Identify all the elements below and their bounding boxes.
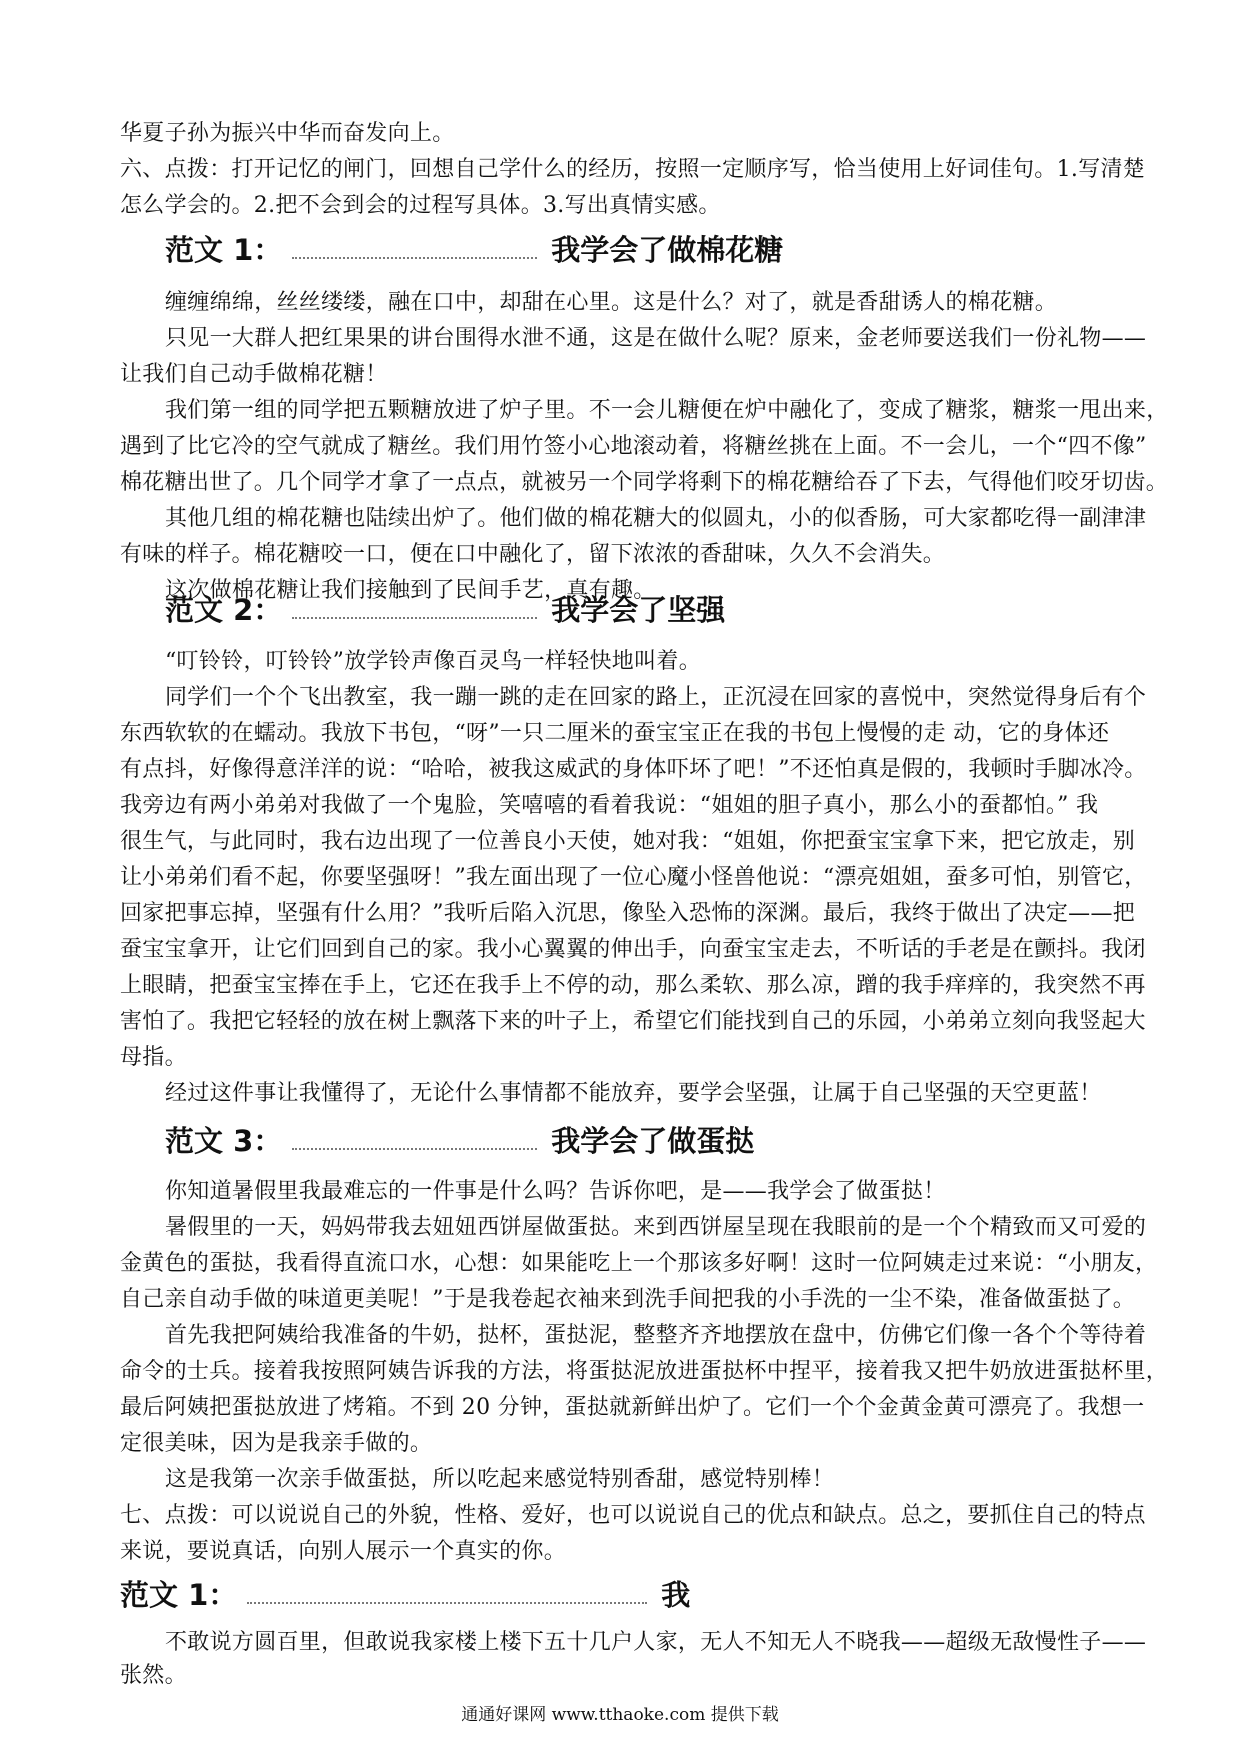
paragraph-line: 很生气，与此同时，我右边出现了一位善良小天使，她对我：“姐姐，你把蚕宝宝拿下来，把它放走，别 — [120, 829, 1136, 854]
paragraph-line: 你知道暑假里我最难忘的一件事是什么吗？告诉你吧，是——我学会了做蛋挞！ — [165, 1179, 946, 1204]
paragraph-line: 张然。 — [120, 1663, 187, 1688]
paragraph-line: 害怕了。我把它轻轻的放在树上飘落下来的叶子上，希望它们能找到自己的乐园，小弟弟立刻向我竖起大 — [120, 1009, 1146, 1034]
essay-label: 范文 1： — [120, 1578, 238, 1612]
paragraph-line: 定很美味，因为是我亲手做的。 — [120, 1431, 433, 1456]
paragraph-line: 首先我把阿姨给我准备的牛奶，挞杯，蛋挞泥，整整齐齐地摆放在盘中，仿佛它们像一各个个等待着 — [165, 1323, 1147, 1348]
essay-title: 我 — [661, 1578, 691, 1612]
paragraph-line: 遇到了比它冷的空气就成了糖丝。我们用竹签小心地滚动着，将糖丝挑在上面。不一会儿，一个“四不像” — [120, 434, 1147, 459]
paragraph-line: 只见一大群人把红果果的讲台围得水泄不通，这是在做什么呢？原来，金老师要送我们一份礼物—— — [165, 326, 1147, 351]
essay-heading — [165, 592, 725, 628]
paragraph-line: 蚕宝宝拿开，让它们回到自己的家。我小心翼翼的伸出手，向蚕宝宝走去，不听话的手老是在颤抖。我闭 — [120, 937, 1146, 962]
paragraph-line: 暑假里的一天，妈妈带我去妞妞西饼屋做蛋挞。来到西饼屋呈现在我眼前的是一个个精致而又可爱的 — [165, 1215, 1147, 1240]
paragraph-line: 回家把事忘掉，坚强有什么用？”我听后陷入沉思，像坠入恐怖的深渊。最后，我终于做出了决定——把 — [120, 901, 1136, 926]
essay-title: 我学会了做棉花糖 — [551, 233, 784, 267]
essay-label: 范文 1： — [165, 233, 283, 267]
section7-line-2: 来说，要说真话，向别人展示一个真实的你。 — [120, 1539, 567, 1564]
paragraph-line: 不敢说方圆百里，但敢说我家楼上楼下五十几户人家，无人不知无人不晓我——超级无敌慢性子—— — [165, 1630, 1147, 1655]
essay-label: 范文 3： — [165, 1124, 283, 1158]
intro-line-2: 六、点拨：打开记忆的闸门，回想自己学什么的经历，按照一定顺序写，恰当使用上好词佳句。1.写清楚 — [120, 157, 1146, 182]
essay-heading — [165, 232, 783, 268]
essay-title: 我学会了做蛋挞 — [551, 1124, 755, 1158]
essay-label: 范文 2： — [165, 593, 283, 627]
section7-line-1: 七、点拨：可以说说自己的外貌，性格、爱好，也可以说说自己的优点和缺点。总之，要抓住自己的特点 — [120, 1503, 1146, 1528]
paragraph-line: 经过这件事让我懂得了，无论什么事情都不能放弃，要学会坚强，让属于自己坚强的天空更蓝！ — [165, 1081, 1102, 1106]
paragraph-line: 有味的样子。棉花糖咬一口，便在口中融化了，留下浓浓的香甜味，久久不会消失。 — [120, 542, 946, 567]
dotted-leader — [292, 617, 537, 619]
dotted-leader — [292, 257, 537, 259]
paragraph-line: 这次做棉花糖让我们接触到了民间手艺，真有趣。 — [165, 578, 656, 603]
paragraph-line: “叮铃铃，叮铃铃”放学铃声像百灵鸟一样轻快地叫着。 — [165, 649, 701, 674]
paragraph-line: 这是我第一次亲手做蛋挞，所以吃起来感觉特别香甜，感觉特别棒！ — [165, 1467, 835, 1492]
paragraph-line: 棉花糖出世了。几个同学才拿了一点点，就被另一个同学将剩下的棉花糖给吞了下去，气得他们咬牙切齿。 — [120, 470, 1169, 495]
paragraph-line: 母指。 — [120, 1045, 187, 1070]
paragraph-line: 缠缠绵绵，丝丝缕缕，融在口中，却甜在心里。这是什么？对了，就是香甜诱人的棉花糖。 — [165, 290, 1058, 315]
paragraph-line: 同学们一个个飞出教室，我一蹦一跳的走在回家的路上，正沉浸在回家的喜悦中，突然觉得身后有个 — [165, 685, 1147, 710]
dotted-leader — [247, 1602, 647, 1604]
paragraph-line: 东西软软的在蠕动。我放下书包，“呀”一只二厘米的蚕宝宝正在我的书包上慢慢的走 动，它的身体还 — [120, 721, 1110, 746]
paragraph-line: 金黄色的蛋挞，我看得直流口水，心想：如果能吃上一个那该多好啊！这时一位阿姨走过来说：“小朋友， — [120, 1251, 1158, 1276]
essay-heading — [120, 1577, 690, 1613]
essay-heading — [165, 1123, 754, 1159]
paragraph-line: 我们第一组的同学把五颗糖放进了炉子里。不一会儿糖便在炉中融化了，变成了糖浆，糖浆一甩出来， — [165, 398, 1169, 423]
intro-line-1: 华夏子孙为振兴中华而奋发向上。 — [120, 121, 455, 146]
paragraph-line: 其他几组的棉花糖也陆续出炉了。他们做的棉花糖大的似圆丸，小的似香肠，可大家都吃得一副津津 — [165, 506, 1147, 531]
paragraph-line: 自己亲自动手做的味道更美呢！”于是我卷起衣袖来到洗手间把我的小手洗的一尘不染，准备做蛋挞了。 — [120, 1287, 1136, 1312]
paragraph-line: 上眼睛，把蚕宝宝捧在手上，它还在我手上不停的动，那么柔软、那么凉，蹭的我手痒痒的，我突然不再 — [120, 973, 1146, 998]
paragraph-line: 最后阿姨把蛋挞放进了烤箱。不到 20 分钟，蛋挞就新鲜出炉了。它们一个个金黄金黄可漂亮了。我想一 — [120, 1395, 1145, 1420]
dotted-leader — [292, 1148, 537, 1150]
paragraph-line: 有点抖，好像得意洋洋的说：“哈哈，被我这威武的身体吓坏了吧！”不还怕真是假的，我顿时手脚冰冷。 — [120, 757, 1147, 782]
intro-line-3: 怎么学会的。2.把不会到会的过程写具体。3.写出真情实感。 — [120, 193, 721, 218]
footer-text: 通通好课网 www.tthaoke.com 提供下载 — [461, 1705, 779, 1725]
paragraph-line: 命令的士兵。接着我按照阿姨告诉我的方法，将蛋挞泥放进蛋挞杯中捏平，接着我又把牛奶放进蛋挞杯里， — [120, 1359, 1169, 1384]
paragraph-line: 让小弟弟们看不起，你要坚强呀！”我左面出现了一位心魔小怪兽他说：“漂亮姐姐，蚕多可怕，别管它， — [120, 865, 1147, 890]
paragraph-line: 让我们自己动手做棉花糖！ — [120, 362, 388, 387]
paragraph-line: 我旁边有两小弟弟对我做了一个鬼脸，笑嘻嘻的看着我说：“姐姐的胆子真小，那么小的蚕都怕。” 我 — [120, 793, 1099, 818]
essay-title: 我学会了坚强 — [551, 593, 726, 627]
